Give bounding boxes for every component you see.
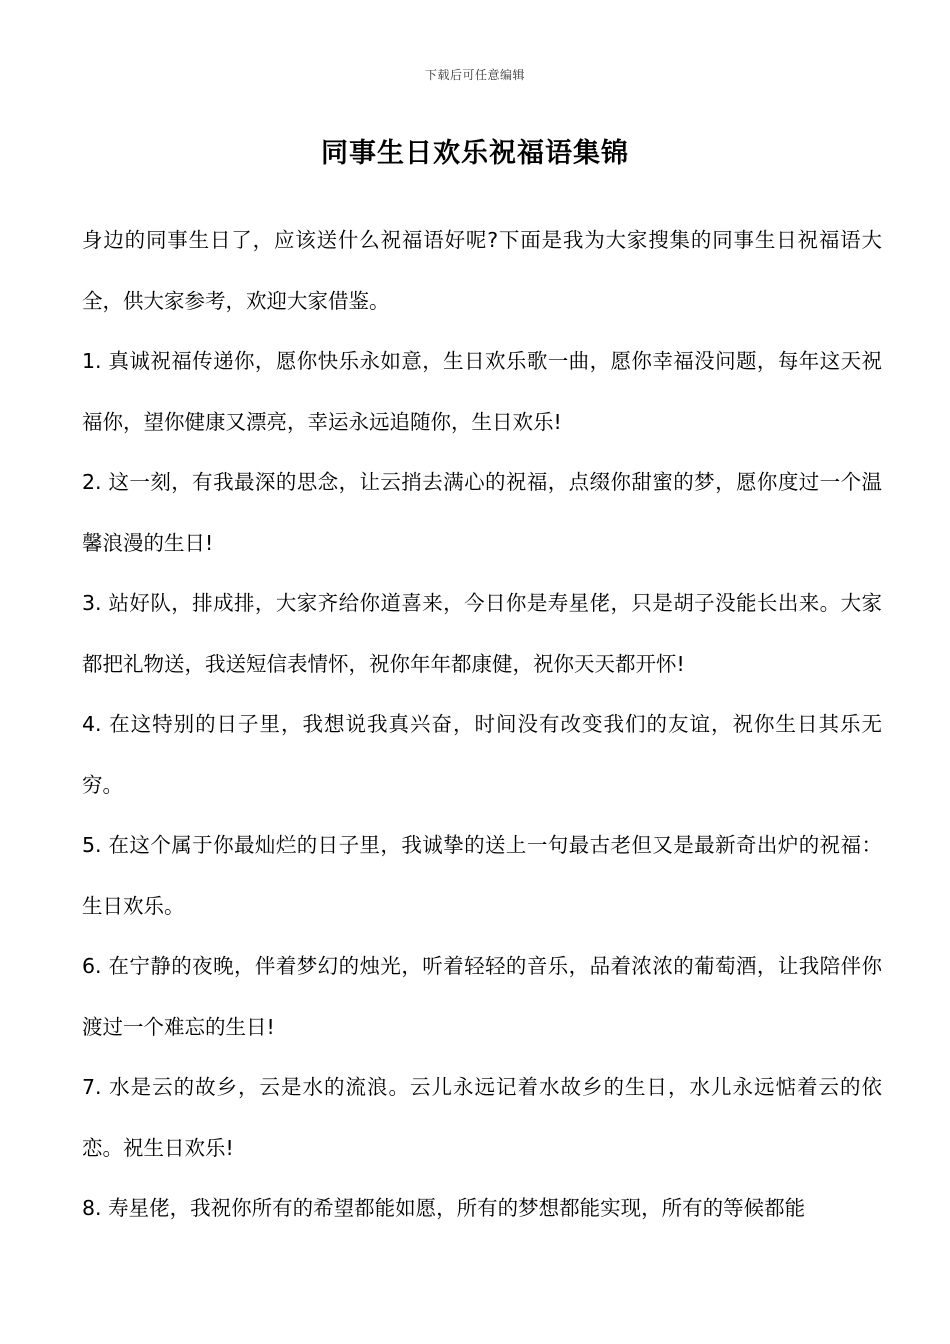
intro-paragraph: 身边的同事生日了，应该送什么祝福语好呢?下面是我为大家搜集的同事生日祝福语大全，供大家参考，欢迎大家借鉴。 — [82, 228, 882, 313]
document-body — [82, 210, 882, 1239]
list-item: 6. 在宁静的夜晚，伴着梦幻的烛光，听着轻轻的音乐，品着浓浓的葡萄酒，让我陪伴你渡过一个难忘的生日! — [82, 954, 882, 1039]
list-item: 8. 寿星佬，我祝你所有的希望都能如愿，所有的梦想都能实现，所有的等候都能 — [82, 1196, 806, 1220]
document-title: 同事生日欢乐祝福语集锦 — [321, 138, 629, 169]
list-item: 4. 在这特别的日子里，我想说我真兴奋，时间没有改变我们的友谊，祝你生日其乐无穷。 — [82, 712, 882, 797]
list-item: 5. 在这个属于你最灿烂的日子里，我诚挚的送上一句最古老但又是最新奇出炉的祝福：生日欢乐。 — [82, 833, 882, 918]
list-item: 7. 水是云的故乡，云是水的流浪。云儿永远记着水故乡的生日，水儿永远惦着云的依恋。祝生日欢乐! — [82, 1075, 882, 1160]
list-item: 2. 这一刻，有我最深的思念，让云捎去满心的祝福，点缀你甜蜜的梦，愿你度过一个温馨浪漫的生日! — [82, 470, 882, 555]
list-item: 3. 站好队，排成排，大家齐给你道喜来，今日你是寿星佬，只是胡子没能长出来。大家都把礼物送，我送短信表情怀，祝你年年都康健，祝你天天都开怀! — [82, 591, 882, 676]
header-note: 下载后可任意编辑 — [424, 68, 525, 82]
list-item: 1. 真诚祝福传递你，愿你快乐永如意，生日欢乐歌一曲，愿你幸福没问题，每年这天祝福你，望你健康又漂亮，幸运永远追随你，生日欢乐! — [82, 349, 882, 434]
